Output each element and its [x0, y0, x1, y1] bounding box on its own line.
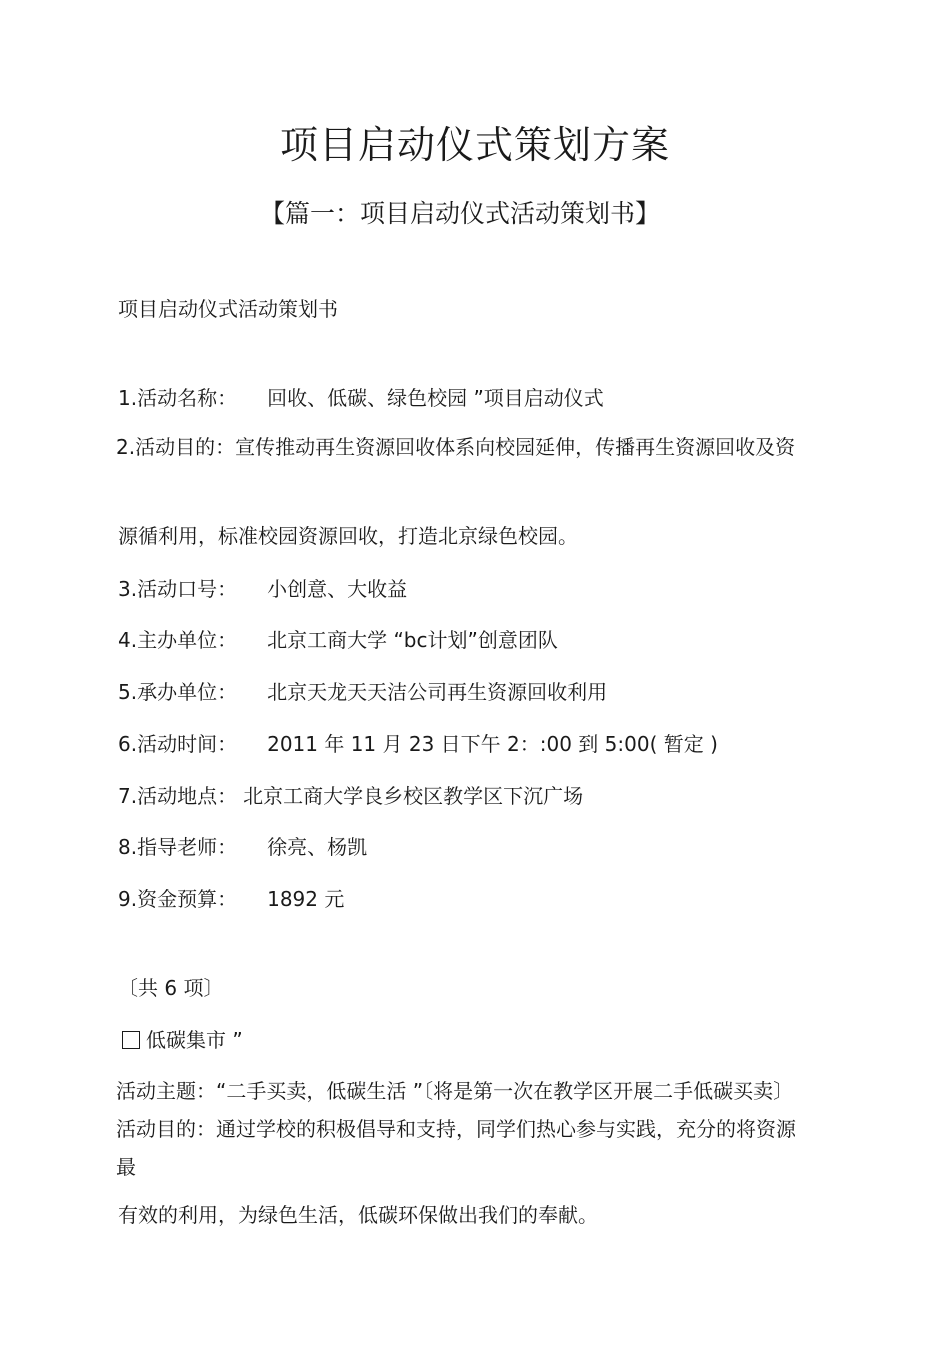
item-label: 1.活动名称： [118, 386, 238, 410]
item-host [118, 625, 558, 655]
activity-paragraph-continued: 有效的利用，为绿色生活，低碳环保做出我们的奉献。 [118, 1203, 598, 1227]
checkbox-icon [122, 1031, 140, 1049]
item-label: 8.指导老师： [118, 835, 238, 859]
item-time [118, 729, 718, 759]
item-value: 徐亮、杨凯 [267, 835, 368, 859]
section-heading: 项目启动仪式活动策划书 [118, 297, 338, 321]
document-title: 项目启动仪式策划方案 [279, 123, 670, 167]
item-value: 回收、低碳、绿色校园 ”项目启动仪式 [267, 386, 604, 410]
item-organizer [118, 677, 607, 707]
activity-paragraph: 活动主题：“二手买卖，低碳生活 ”〔将是第一次在教学区开展二手低碳买卖〕 活动目的：通过学校的积极倡导和支持，同学们热心参与实践，充分的将资源最 [116, 1079, 796, 1179]
item-budget [118, 884, 344, 914]
item-name [118, 383, 604, 413]
item-value: 北京工商大学 “bc计划”创意团队 [267, 628, 558, 652]
item-slogan [118, 574, 407, 604]
item-value: 2011 年 11 月 23 日下午 2：:00 到 5:00( 暂定 ) [267, 732, 718, 756]
item-label: 9.资金预算： [118, 887, 238, 911]
market-heading [118, 1025, 243, 1055]
item-value: 北京工商大学良乡校区教学区下沉广场 [243, 784, 584, 808]
item-advisors [118, 832, 367, 862]
item-label: 3.活动口号： [118, 577, 238, 601]
item-value: 小创意、大收益 [267, 577, 408, 601]
document-subtitle: 【篇一：项目启动仪式活动策划书】 [259, 199, 660, 228]
item-purpose [116, 428, 806, 466]
item-label: 2.活动目的： [116, 435, 236, 459]
item-label: 6.活动时间： [118, 732, 238, 756]
item-label: 4.主办单位： [118, 628, 238, 652]
item-location [118, 781, 583, 811]
item-value: 1892 元 [267, 887, 345, 911]
market-title: 低碳集市 ” [146, 1028, 243, 1052]
count-note: 〔共 6 项〕 [118, 976, 224, 1000]
item-label: 5.承办单位： [118, 680, 238, 704]
item-value: 北京天龙天天洁公司再生资源回收利用 [267, 680, 608, 704]
item-value: 宣传推动再生资源回收体系向校园延伸，传播再生资源回收及资 [235, 435, 796, 459]
item-label: 7.活动地点： [118, 784, 238, 808]
item-purpose-continued: 源循利用，标准校园资源回收，打造北京绿色校园。 [118, 524, 578, 548]
